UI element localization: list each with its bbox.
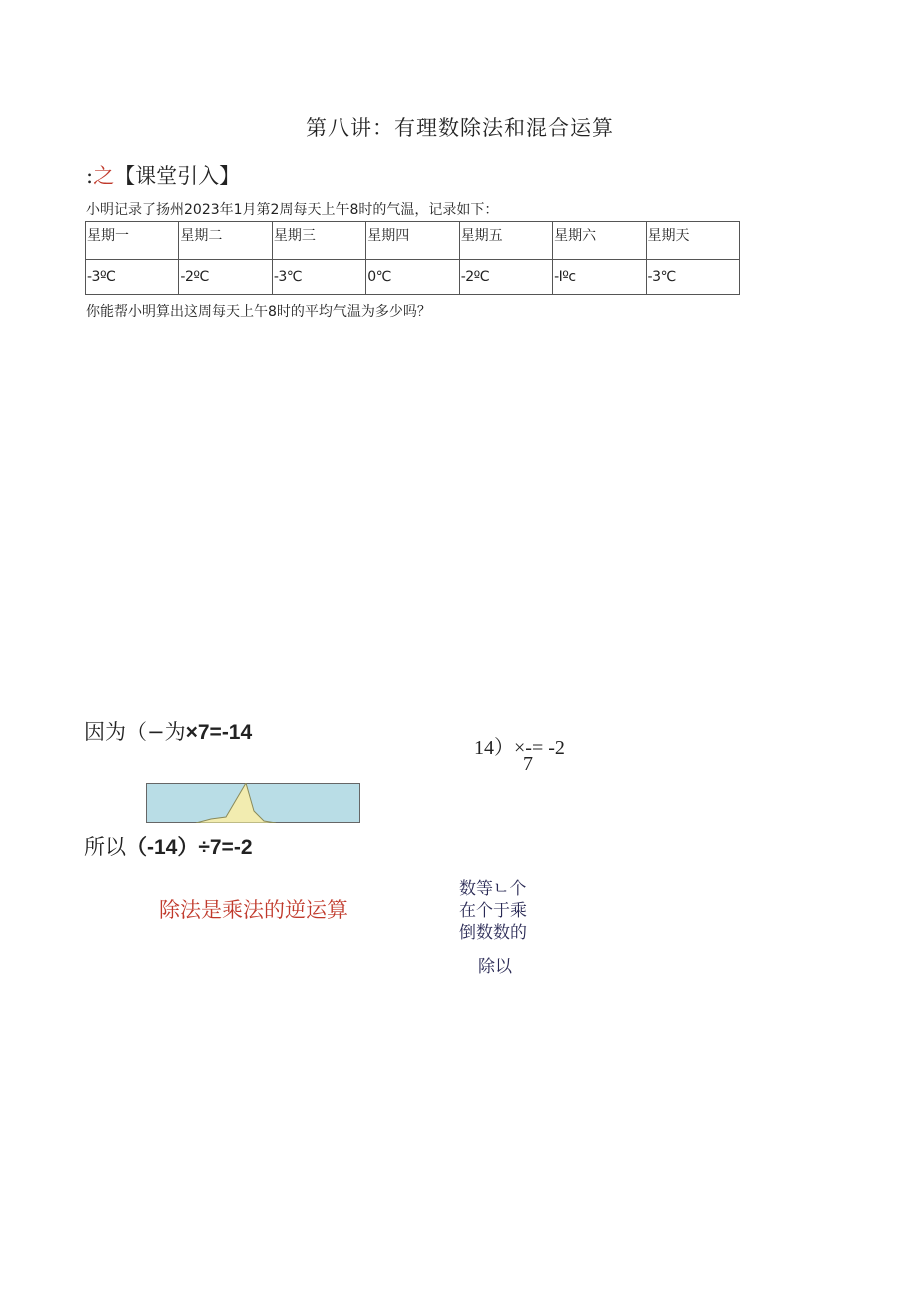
because-expression: ×7=-14 [185,721,253,744]
therefore-line [84,831,253,861]
table-cell: -3℃ [646,260,739,295]
intro-text: 小明记录了扬州2023年1月第2周每天上午8时的气温，记录如下： [86,202,499,218]
note-line: 数等ㄴ个 [459,879,527,899]
table-cell: -3ºC [86,260,179,295]
fraction-denominator: 7 [523,753,533,775]
table-cell: -2ºC [179,260,272,295]
note-line: 在个于乘 [459,901,527,921]
table-header-cell: 星期三 [272,222,365,260]
section-mark: 之 [93,164,115,188]
table-header-cell: 星期二 [179,222,272,260]
table-header-cell: 星期天 [646,222,739,260]
section-title: 【课堂引入】 [114,164,241,188]
table-header-cell: 星期六 [553,222,646,260]
therefore-label: 所以 [84,835,126,859]
table-cell: -Iºc [553,260,646,295]
page-title: 第八讲：有理数除法和混合运算 [306,116,614,140]
because-line [84,716,252,746]
table-row [86,260,740,295]
note-line: 倒数数的 [459,923,527,943]
table-header-row [86,222,740,260]
note-line: 除以 [478,957,512,977]
temperature-table [85,221,740,295]
table-cell: 0℃ [366,260,459,295]
table-cell: -3℃ [272,260,365,295]
therefore-expression: （-14）÷7=-2 [126,836,253,859]
fraction-expression: 14）×-= -2 [474,737,565,759]
section-heading [86,160,240,190]
because-label: 因为（−为 [84,720,186,744]
rule-statement: 除法是乘法的逆运算 [159,898,348,922]
table-header-cell: 星期五 [459,222,552,260]
question-text: 你能帮小明算出这周每天上午8时的平均气温为多少吗？ [86,304,431,320]
section-prefix: : [86,164,94,188]
peak-figure [146,783,360,823]
table-cell: -2ºC [459,260,552,295]
table-header-cell: 星期四 [366,222,459,260]
table-header-cell: 星期一 [86,222,179,260]
